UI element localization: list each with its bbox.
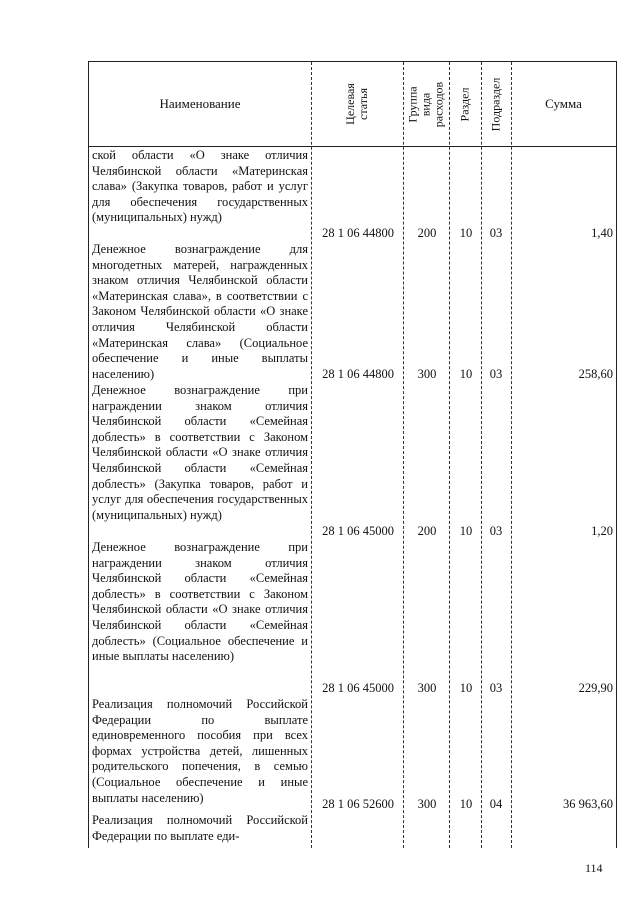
header-target-cell bbox=[311, 62, 403, 146]
header-section-cell bbox=[449, 62, 481, 146]
header-name: Наименование bbox=[159, 96, 241, 111]
row-description: Денежное вознаграждение при награждении знаком отличия Челябинской области «Семейная доблесть» в соответствии с Законом Челябинской области «О знаке отличия Челябинской области «Семейная доблесть» (Закупка товаров, работ и услуг для обеспечения государственных (муниципальных) нужд) bbox=[92, 383, 308, 522]
budget-table bbox=[88, 61, 617, 848]
header-group: Группа вида расходов bbox=[405, 81, 446, 127]
row-group: 300 bbox=[417, 367, 437, 381]
row-sum: 258,60 bbox=[578, 367, 613, 381]
row-section: 10 bbox=[459, 367, 473, 381]
header-target: Целевая статья bbox=[343, 83, 370, 125]
row-description: ской области «О знаке отличия Челябинской области «Материнская слава» (Закупка товаров, работ и услуг для обеспечения государственных (муниципальных) нужд) bbox=[92, 148, 308, 225]
row-section: 10 bbox=[459, 226, 473, 240]
row-code: 28 1 06 52600 bbox=[322, 797, 394, 811]
row-description: Денежное вознаграждение при награждении знаком отличия Челябинской области «Семейная доблесть» в соответствии с Законом Челябинской области «О знаке отличия Челябинской области «Семейная доблесть» (Социальное обеспечение и иные выплаты населению) bbox=[92, 540, 308, 664]
row-group: 300 bbox=[417, 797, 437, 811]
row-sum: 229,90 bbox=[578, 681, 613, 695]
row-code: 28 1 06 45000 bbox=[322, 681, 394, 695]
row-group: 200 bbox=[417, 226, 437, 240]
row-section: 10 bbox=[459, 681, 473, 695]
column-divider bbox=[511, 62, 512, 848]
header-section: Раздел bbox=[457, 87, 472, 121]
page-number: 114 bbox=[585, 861, 603, 875]
column-divider bbox=[481, 62, 482, 848]
row-description: Реализация полномочий Российской Федерации по выплате еди- bbox=[92, 813, 308, 843]
row-subsection: 04 bbox=[489, 797, 503, 811]
row-subsection: 03 bbox=[489, 367, 503, 381]
header-sum: Сумма bbox=[545, 96, 582, 111]
row-code: 28 1 06 44800 bbox=[322, 226, 394, 240]
row-group: 300 bbox=[417, 681, 437, 695]
column-divider bbox=[311, 62, 312, 848]
row-group: 200 bbox=[417, 524, 437, 538]
header-divider bbox=[89, 146, 616, 147]
row-sum: 1,20 bbox=[591, 524, 613, 538]
column-divider bbox=[449, 62, 450, 848]
row-subsection: 03 bbox=[489, 226, 503, 240]
row-description: Реализация полномочий Российской Федерации по выплате единовременного пособия при всех формах устройства детей, лишенных родительского попечения, в семью (Социальное обеспечение и иные выплаты населению) bbox=[92, 697, 308, 805]
row-subsection: 03 bbox=[489, 524, 503, 538]
header-subsection-cell bbox=[481, 62, 511, 146]
header-group-cell bbox=[403, 62, 449, 146]
row-section: 10 bbox=[459, 524, 473, 538]
column-divider bbox=[403, 62, 404, 848]
row-subsection: 03 bbox=[489, 681, 503, 695]
row-section: 10 bbox=[459, 797, 473, 811]
row-sum: 1,40 bbox=[591, 226, 613, 240]
row-sum: 36 963,60 bbox=[563, 797, 613, 811]
header-subsection: Подраздел bbox=[488, 77, 503, 131]
row-description: Денежное вознаграждение для многодетных матерей, награжденных знаком отличия Челябинской области «Материнская слава», в соответствии с Законом Челябинской области «О знаке отличия Челябинской области «Материнская слава» (Социальное обеспечение и иные выплаты населению) bbox=[92, 242, 308, 381]
row-code: 28 1 06 45000 bbox=[322, 524, 394, 538]
row-code: 28 1 06 44800 bbox=[322, 367, 394, 381]
